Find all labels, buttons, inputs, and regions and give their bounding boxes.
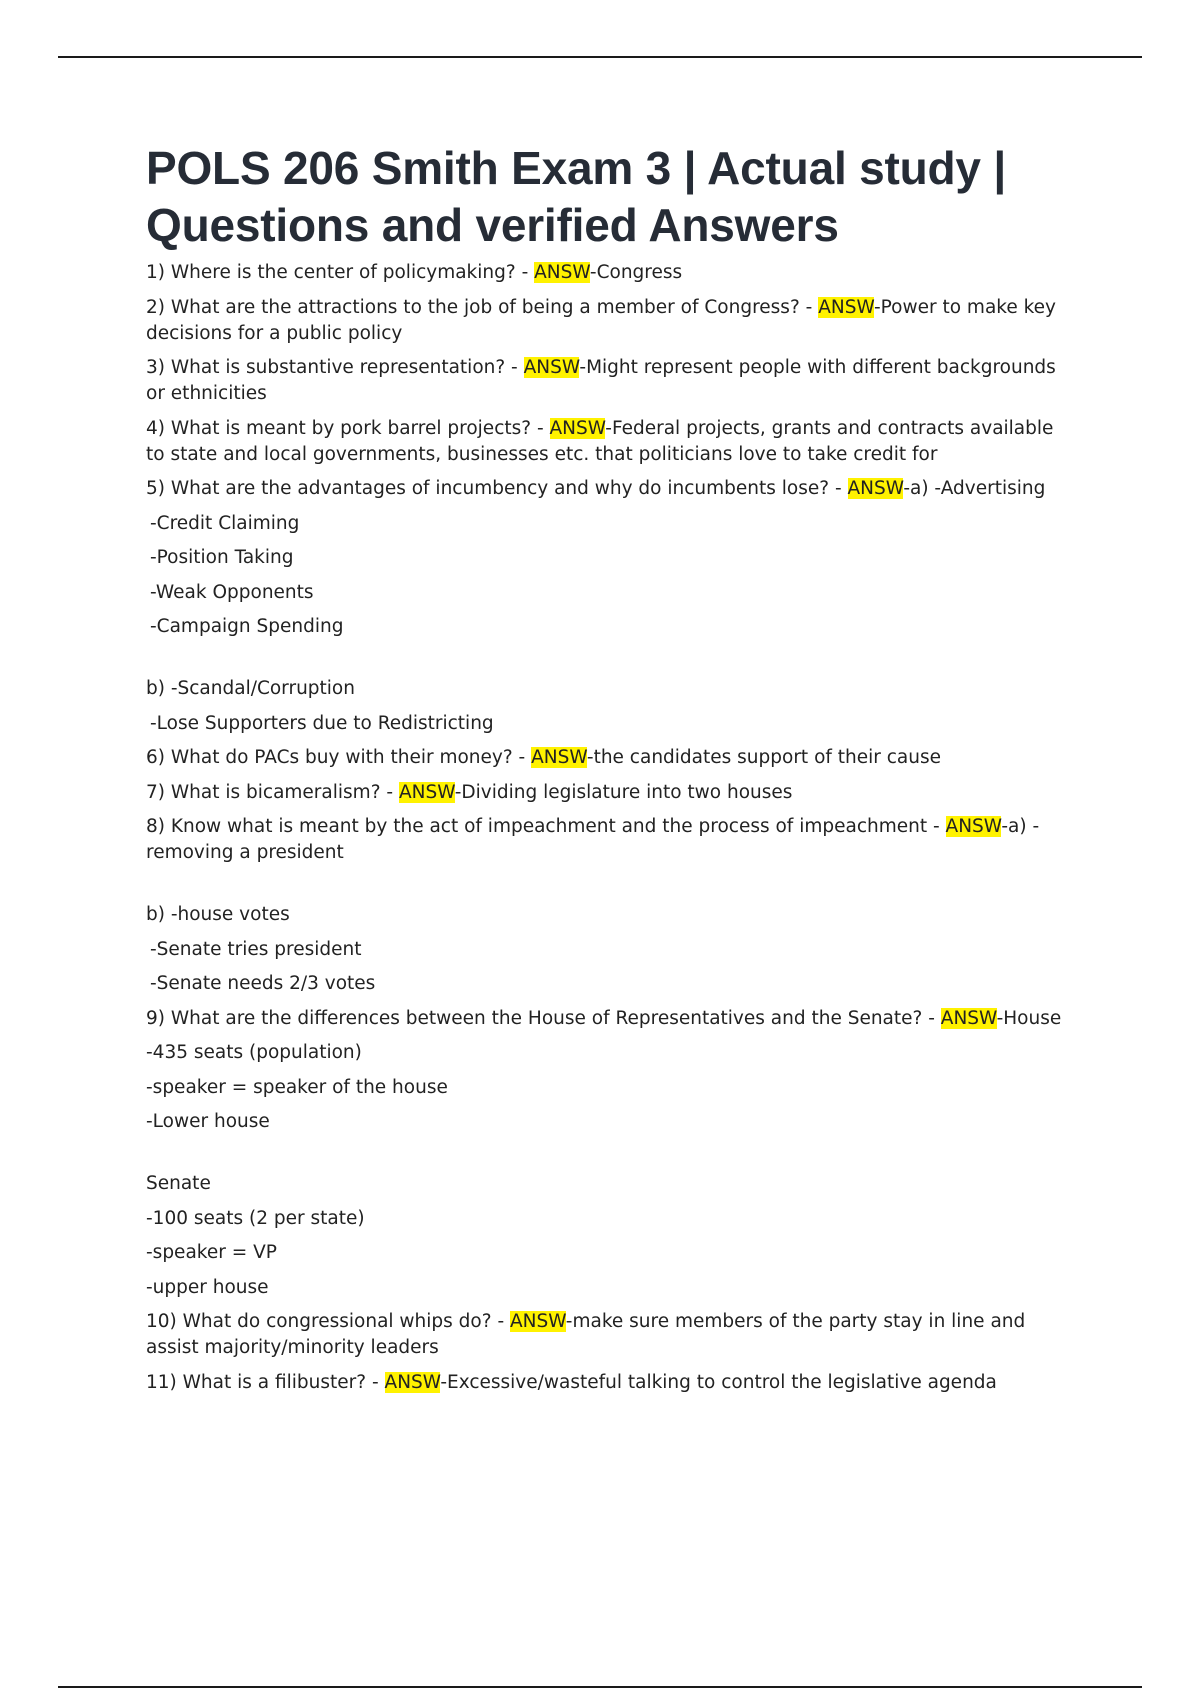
answer-line: -Weak Opponents	[150, 581, 314, 603]
answer-text: -Might represent people with different backgrounds or ethnicities	[146, 357, 1056, 404]
question-text: 7) What is bicameralism? -	[146, 781, 399, 803]
question-text: 5) What are the advantages of incumbency and why do incumbents lose? -	[146, 478, 848, 499]
answer-text: -a) -Advertising	[903, 478, 1046, 499]
answer-line: -speaker = speaker of the house	[146, 1076, 448, 1098]
qa-item-2	[146, 295, 1076, 347]
answer-line: b) -house votes	[146, 904, 290, 925]
answer-text: -House	[996, 1007, 1062, 1029]
question-text: 9) What are the differences between the House of Representatives and the Senate? -	[146, 1007, 941, 1029]
qa-item-7	[146, 780, 1076, 806]
top-rule	[58, 56, 1142, 58]
answer-text: -a) - removing a president	[146, 816, 1040, 863]
answer-line: -speaker = VP	[146, 1242, 277, 1263]
answer-text: -the candidates support of their cause	[586, 747, 942, 768]
answer-line: -upper house	[146, 1276, 269, 1298]
answer-marker: ANSW	[847, 478, 904, 499]
question-text: 3) What is substantive representation? -	[146, 357, 524, 378]
question-text: 6) What do PACs buy with their money? -	[146, 747, 532, 768]
answer-text: -Power to make key decisions for a public policy	[146, 296, 1056, 344]
qa-item-1	[146, 260, 1076, 286]
answer-marker: ANSW	[531, 747, 587, 768]
bottom-rule	[58, 1686, 1142, 1688]
answer-marker: ANSW	[534, 262, 590, 283]
qa-item-8	[146, 814, 1076, 866]
answer-line: -Lose Supporters due to Redistricting	[150, 712, 494, 734]
answer-marker: ANSW	[945, 816, 1002, 837]
answer-line: -Senate tries president	[150, 938, 362, 960]
answer-text: -Congress	[589, 262, 683, 283]
question-text: 10) What do congressional whips do? -	[146, 1311, 511, 1332]
answer-line: -Campaign Spending	[150, 616, 344, 637]
answer-line: -Senate needs 2/3 votes	[150, 973, 376, 994]
qa-item-10	[146, 1309, 1076, 1361]
answer-marker: ANSW	[523, 357, 580, 378]
answer-marker: ANSW	[549, 417, 606, 439]
qa-item-5	[146, 476, 1076, 502]
answer-marker: ANSW	[398, 781, 455, 803]
page-title: POLS 206 Smith Exam 3 | Actual study | Questions and verified Answers	[146, 142, 1007, 251]
answer-line: -435 seats (population)	[146, 1042, 362, 1063]
answer-line: -100 seats (2 per state)	[146, 1207, 365, 1229]
answer-text: -make sure members of the party stay in line and assist majority/minority leaders	[146, 1311, 1026, 1358]
answer-marker: ANSW	[940, 1007, 997, 1029]
answer-line: -Lower house	[146, 1111, 270, 1132]
answer-marker: ANSW	[384, 1371, 441, 1393]
qa-item-6	[146, 745, 1076, 771]
answer-line: b) -Scandal/Corruption	[146, 678, 355, 699]
answer-text: -Dividing legislature into two houses	[454, 781, 793, 803]
answer-text: -Excessive/wasteful talking to control the legislative agenda	[440, 1371, 997, 1393]
answer-marker: ANSW	[818, 296, 874, 318]
qa-item-9	[146, 1006, 1076, 1032]
question-text: 8) Know what is meant by the act of impeachment and the process of impeachment -	[146, 816, 946, 837]
question-text: 2) What are the attractions to the job of being a member of Congress? -	[146, 296, 819, 318]
answer-line: Senate	[146, 1173, 211, 1194]
document-body	[146, 140, 1076, 1404]
qa-item-4	[146, 416, 1076, 468]
question-text: 1) Where is the center of policymaking? -	[146, 262, 535, 283]
answer-line: -Position Taking	[150, 547, 294, 568]
answer-text: -Federal projects, grants and contracts available to state and local governments, businesses etc. that politicians love to take credit for	[146, 417, 1054, 465]
answer-line: -Credit Claiming	[150, 512, 300, 534]
answer-marker: ANSW	[510, 1311, 566, 1332]
qa-item-11	[146, 1370, 1076, 1396]
question-text: 4) What is meant by pork barrel projects? -	[146, 417, 550, 439]
qa-item-3	[146, 355, 1076, 407]
question-text: 11) What is a filibuster? -	[146, 1371, 385, 1393]
